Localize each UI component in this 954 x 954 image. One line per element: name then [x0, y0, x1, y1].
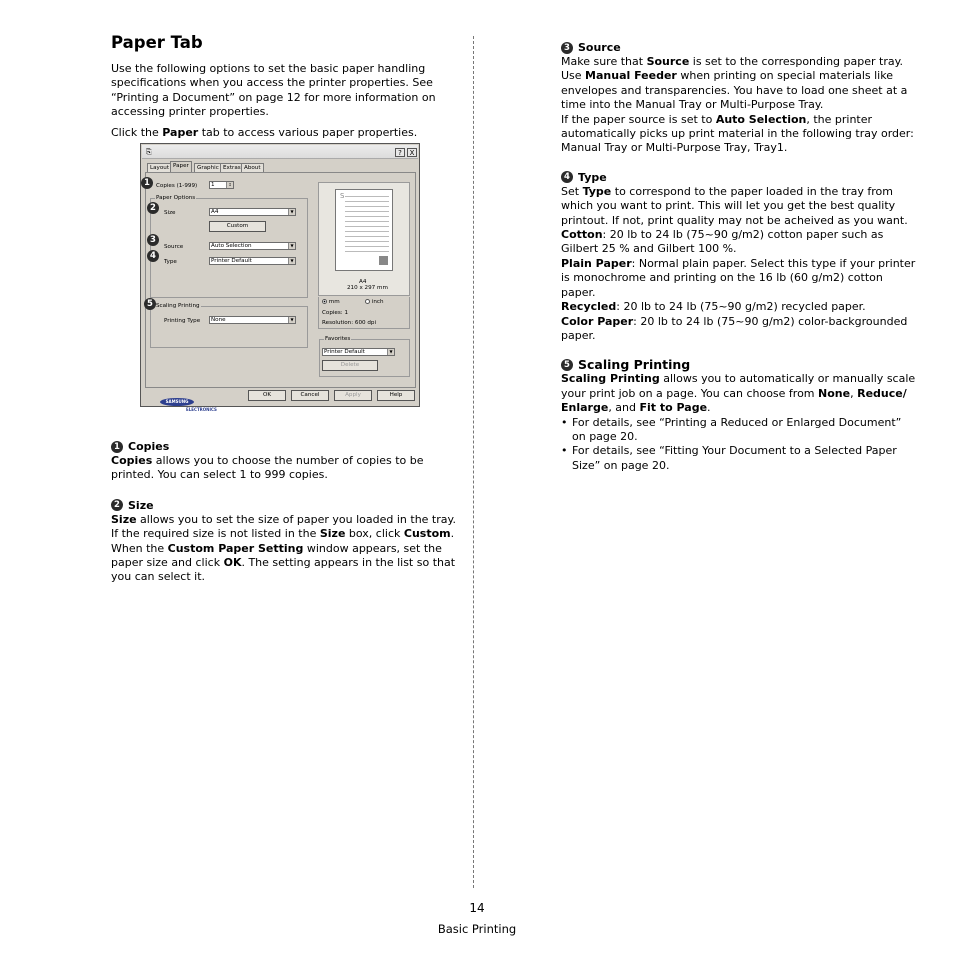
bold-term: Size	[111, 512, 137, 526]
help-title-button[interactable]: ?	[395, 148, 405, 157]
type-color-paper	[561, 315, 916, 344]
scaling-description	[561, 372, 916, 415]
type-value: Printer Default	[211, 258, 252, 264]
radio-selected-icon	[322, 299, 327, 304]
footer-label: Basic Printing	[437, 922, 517, 936]
bold-term: Type	[582, 184, 612, 198]
chevron-down-icon: ▼	[288, 209, 295, 215]
size-description	[111, 513, 463, 527]
chevron-down-icon: ▼	[288, 258, 295, 264]
source-select[interactable]	[209, 242, 296, 250]
list-item: • For details, see “Fitting Your Document to a Selected Paper Size” on page 20.	[561, 444, 916, 473]
click-text-bold: Paper	[162, 125, 199, 139]
printer-properties-dialog	[140, 143, 420, 412]
sheet-logo-icon: S	[340, 192, 345, 200]
body-text: If the paper source is set to	[561, 112, 716, 126]
unit-mm-option[interactable]	[322, 299, 340, 306]
printing-type-value: None	[211, 317, 226, 323]
image-thumb-icon	[379, 256, 388, 265]
paper-options-title: Paper Options	[156, 195, 196, 201]
printing-type-label: Printing Type	[164, 318, 201, 324]
preview-line	[345, 241, 389, 242]
paper-sheet-preview	[335, 189, 393, 271]
source-manual-feeder	[561, 69, 916, 112]
bold-term: Copies	[111, 454, 153, 467]
source-auto-selection	[561, 113, 916, 156]
bold-term: Scaling Printing	[561, 372, 660, 386]
section-heading	[561, 40, 916, 55]
page-title: Paper Tab	[111, 33, 203, 52]
preview-line	[345, 226, 389, 227]
spin-arrows-icon[interactable]: ↕	[226, 182, 233, 188]
type-label: Type	[164, 259, 177, 265]
preview-line	[345, 211, 389, 212]
body-text: allows you to set the size of paper you loaded in the tray.	[136, 512, 456, 526]
click-instruction	[111, 126, 463, 140]
body-text: when printing on special materials like envelopes and transparencies. You have to load one sheet at a time into the Manual Tray or Multi-Purpose Tray.	[561, 69, 908, 112]
paper-preview	[318, 182, 410, 296]
bold-term: Source	[646, 55, 690, 68]
unit-mm-label: mm	[328, 299, 340, 305]
type-description	[561, 185, 916, 228]
bold-term: Auto Selection	[715, 112, 807, 126]
preview-line	[345, 251, 389, 252]
tab-extras[interactable]: Extras	[220, 163, 244, 172]
custom-button[interactable]: Custom	[209, 221, 266, 232]
marker-4: 4	[147, 250, 159, 262]
size-select[interactable]	[209, 208, 296, 216]
type-select[interactable]	[209, 257, 296, 265]
radio-icon	[365, 299, 370, 304]
size-custom-description	[111, 527, 463, 585]
section-scaling	[561, 357, 916, 473]
help-button[interactable]: Help	[377, 390, 415, 401]
body-text: , the printer automatically picks up print material in the following tray order: Manual Tray or Multi-Purpose Tray, Tray1.	[561, 112, 914, 155]
preview-line	[345, 221, 389, 222]
section-source	[561, 40, 916, 156]
bold-term: None	[818, 386, 851, 400]
section-heading-text: Source	[578, 41, 621, 54]
click-text-suffix: tab to access various paper properties.	[198, 125, 418, 139]
marker-2: 2	[147, 202, 159, 214]
preview-line	[345, 231, 389, 232]
favorites-select[interactable]	[322, 348, 395, 356]
preview-line	[345, 201, 389, 202]
body-text: is set to the corresponding paper tray.	[689, 55, 904, 68]
type-plain-paper	[561, 257, 916, 300]
preview-line	[345, 196, 389, 197]
number-badge-icon: 4	[561, 171, 573, 183]
scaling-printing-title: Scaling Printing	[156, 303, 200, 309]
bold-term: OK	[223, 556, 242, 570]
bold-term: Fit to Page	[639, 401, 708, 415]
bold-term: Size	[319, 527, 346, 541]
body-text: . When the	[111, 527, 455, 555]
preview-line	[345, 206, 389, 207]
right-column	[561, 40, 916, 473]
body-text: . The setting appears in the list so that you can select it.	[111, 556, 456, 584]
copies-value: 1	[211, 182, 215, 188]
body-text: .	[707, 401, 711, 415]
size-value: A4	[211, 209, 219, 215]
tab-paper[interactable]: Paper	[170, 161, 192, 173]
source-value: Auto Selection	[211, 243, 252, 249]
preview-line	[345, 246, 389, 247]
body-text: : 20 lb to 24 lb (75~90 g/m2) cotton paper such as Gilbert 25 % and Gilbert 100 %.	[561, 228, 884, 256]
chevron-down-icon: ▼	[288, 243, 295, 249]
preview-size: A4	[359, 279, 367, 285]
copies-label: Copies (1-999)	[156, 183, 198, 189]
body-text: to correspond to the paper loaded in the tray from which you want to print. This will let you get the best quality printout. If not, print quality may not be acheived as you want.	[561, 184, 908, 227]
printing-type-select[interactable]	[209, 316, 296, 324]
section-type	[561, 170, 916, 343]
number-badge-icon: 5	[561, 359, 573, 371]
chevron-down-icon: ▼	[288, 317, 295, 323]
scaling-printing-group	[150, 303, 308, 348]
scaling-bullets	[561, 416, 916, 474]
section-heading	[561, 170, 916, 185]
bold-term: Custom Paper Setting	[167, 541, 304, 555]
left-column	[111, 33, 463, 140]
intro-paragraph: Use the following options to set the basic paper handling specifications when you access the printer properties. See “Printing a Document” on page 12 for more information on accessing printer properties.	[111, 62, 436, 119]
section-heading	[561, 357, 916, 372]
preview-line	[345, 236, 389, 237]
favorites-group	[319, 336, 410, 377]
resolution-info: Resolution: 600 dpi	[322, 320, 377, 326]
tab-layout[interactable]: Layout	[147, 163, 172, 172]
section-heading-text: Size	[128, 498, 154, 512]
favorites-title: Favorites	[325, 336, 351, 342]
tab-about[interactable]: About	[241, 163, 264, 172]
bold-term: Reduce/ Enlarge	[561, 386, 907, 415]
preview-line	[345, 216, 389, 217]
body-text: If the required size is not listed in the	[111, 527, 320, 541]
bold-term: Custom	[403, 527, 451, 541]
unit-inch-option[interactable]	[365, 299, 384, 306]
bold-term: Manual Feeder	[585, 69, 677, 83]
list-item: • For details, see “Printing a Reduced or Enlarged Document” on page 20.	[561, 416, 916, 445]
body-text: : Normal plain paper. Select this type if your printer is monochrome and printing on the 16 lb (60 g/m2) cotton paper.	[561, 256, 916, 299]
body-text: ,	[850, 386, 858, 400]
samsung-electronics-label: ELECTRONICS	[186, 407, 217, 412]
number-badge-icon: 2	[111, 499, 123, 511]
body-text: Use	[561, 69, 586, 83]
chevron-down-icon: ▼	[387, 349, 394, 355]
source-description	[561, 55, 916, 69]
bold-term: Plain Paper	[561, 256, 632, 270]
left-sections	[111, 439, 463, 585]
type-cotton	[561, 228, 916, 257]
size-label: Size	[164, 210, 176, 216]
click-text-prefix: Click the	[111, 125, 163, 139]
dialog-titlebar	[142, 145, 418, 159]
number-badge-icon: 3	[561, 42, 573, 54]
section-heading-text: Scaling Printing	[578, 357, 691, 373]
type-recycled	[561, 300, 916, 314]
bold-term: Recycled	[561, 300, 617, 314]
favorites-value: Printer Default	[324, 349, 365, 355]
preview-dims: 210 x 297 mm	[347, 285, 388, 291]
body-text: allows you to choose the number of copies to be printed. You can select 1 to 999 copies.	[111, 454, 424, 482]
delete-button[interactable]: Delete	[322, 360, 378, 371]
body-text: , and	[608, 401, 640, 415]
number-badge-icon: 1	[111, 441, 123, 453]
page-number: 14	[469, 901, 485, 915]
body-text: Make sure that	[561, 55, 647, 68]
body-text: : 20 lb to 24 lb (75~90 g/m2) recycled paper.	[616, 300, 866, 314]
close-title-button[interactable]: X	[407, 148, 417, 157]
samsung-logo: SAMSUNG	[160, 398, 194, 406]
body-text: box, click	[345, 527, 404, 541]
source-label: Source	[164, 244, 184, 250]
unit-inch-label: inch	[371, 299, 384, 305]
marker-1: 1	[141, 177, 153, 189]
bold-term: Cotton	[561, 228, 603, 242]
cancel-button[interactable]: Cancel	[291, 390, 329, 401]
body-text: window appears, set the paper size and click	[111, 541, 442, 570]
tab-graphic[interactable]: Graphic	[194, 163, 222, 172]
column-divider	[473, 36, 474, 888]
copies-info: Copies: 1	[322, 310, 349, 316]
preview-info	[318, 297, 410, 329]
copies-input[interactable]	[209, 181, 234, 189]
section-copies	[111, 439, 463, 483]
section-heading-text: Copies	[128, 440, 170, 453]
apply-button[interactable]: Apply	[334, 390, 372, 401]
section-heading	[111, 439, 463, 454]
body-text: allows you to automatically or manually scale your print job on a page. You can choose from	[561, 372, 916, 400]
marker-3: 3	[147, 234, 159, 246]
section-heading	[111, 498, 463, 513]
section-size	[111, 498, 463, 585]
ok-button[interactable]: OK	[248, 390, 286, 401]
body-text: : 20 lb to 24 lb (75~90 g/m2) color-backgrounded paper.	[561, 314, 908, 342]
section-heading-text: Type	[578, 170, 607, 184]
printer-icon: ⎘	[146, 148, 152, 156]
copies-description	[111, 454, 463, 483]
bold-term: Color Paper	[561, 314, 634, 328]
marker-5: 5	[144, 298, 156, 310]
body-text: Set	[561, 184, 583, 198]
